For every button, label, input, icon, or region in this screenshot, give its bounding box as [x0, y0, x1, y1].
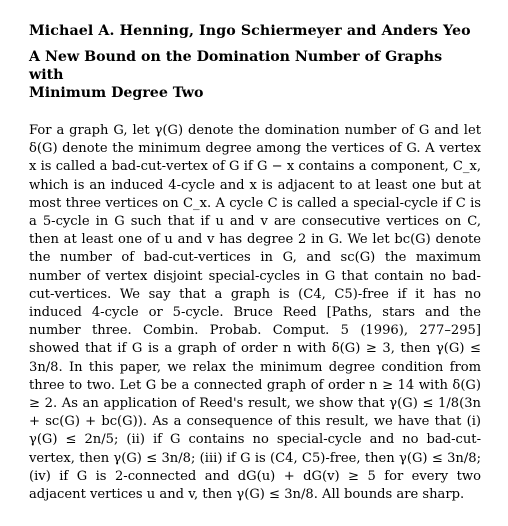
paper-title	[29, 48, 481, 102]
paper-authors: Michael A. Henning, Ingo Schiermeyer and Anders Yeo	[29, 23, 471, 39]
paper-title-line-1: A New Bound on the Domination Number of Graphs with	[29, 49, 443, 83]
paper-title-line-2: Minimum Degree Two	[29, 85, 204, 101]
paper-page	[29, 22, 481, 504]
paper-abstract: For a graph G, let γ(G) denote the domination number of G and let δ(G) denote the minimum degree among the vertices of G. A vertex x is called a bad-cut-vertex of G if G − x contains a component, C_x, which is an induced 4-cycle and x is adjacent to at least one but at most three vertices on C_x. A cycle C is called a special-cycle if C is a 5-cycle in G such that if u and v are consecutive vertices on C, then at least one of u and v has degree 2 in G. We let bc(G) denote the number of bad-cut-vertices in G, and sc(G) the maximum number of vertex disjoint special-cycles in G that contain no bad-cut-vertices. We say that a graph is (C4, C5)-free if it has no induced 4-cycle or 5-cycle. Bruce Reed [Paths, stars and the number three. Combin. Probab. Comput. 5 (1996), 277–295] showed that if G is a graph of order n with δ(G) ≥ 3, then γ(G) ≤ 3n/8. In this paper, we relax the minimum degree condition from three to two. Let G be a connected graph of order n ≥ 14 with δ(G) ≥ 2. As an application of Reed's result, we show that γ(G) ≤ 1/8(3n + sc(G) + bc(G)). As a consequence of this result, we have that (i) γ(G) ≤ 2n/5; (ii) if G contains no special-cycle and no bad-cut-vertex, then γ(G) ≤ 3n/8; (iii) if G is (C4, C5)-free, then γ(G) ≤ 3n/8; (iv) if G is 2-connected and dG(u) + dG(v) ≥ 5 for every two adjacent vertices u and v, then γ(G) ≤ 3n/8. All bounds are sharp.	[29, 123, 481, 503]
